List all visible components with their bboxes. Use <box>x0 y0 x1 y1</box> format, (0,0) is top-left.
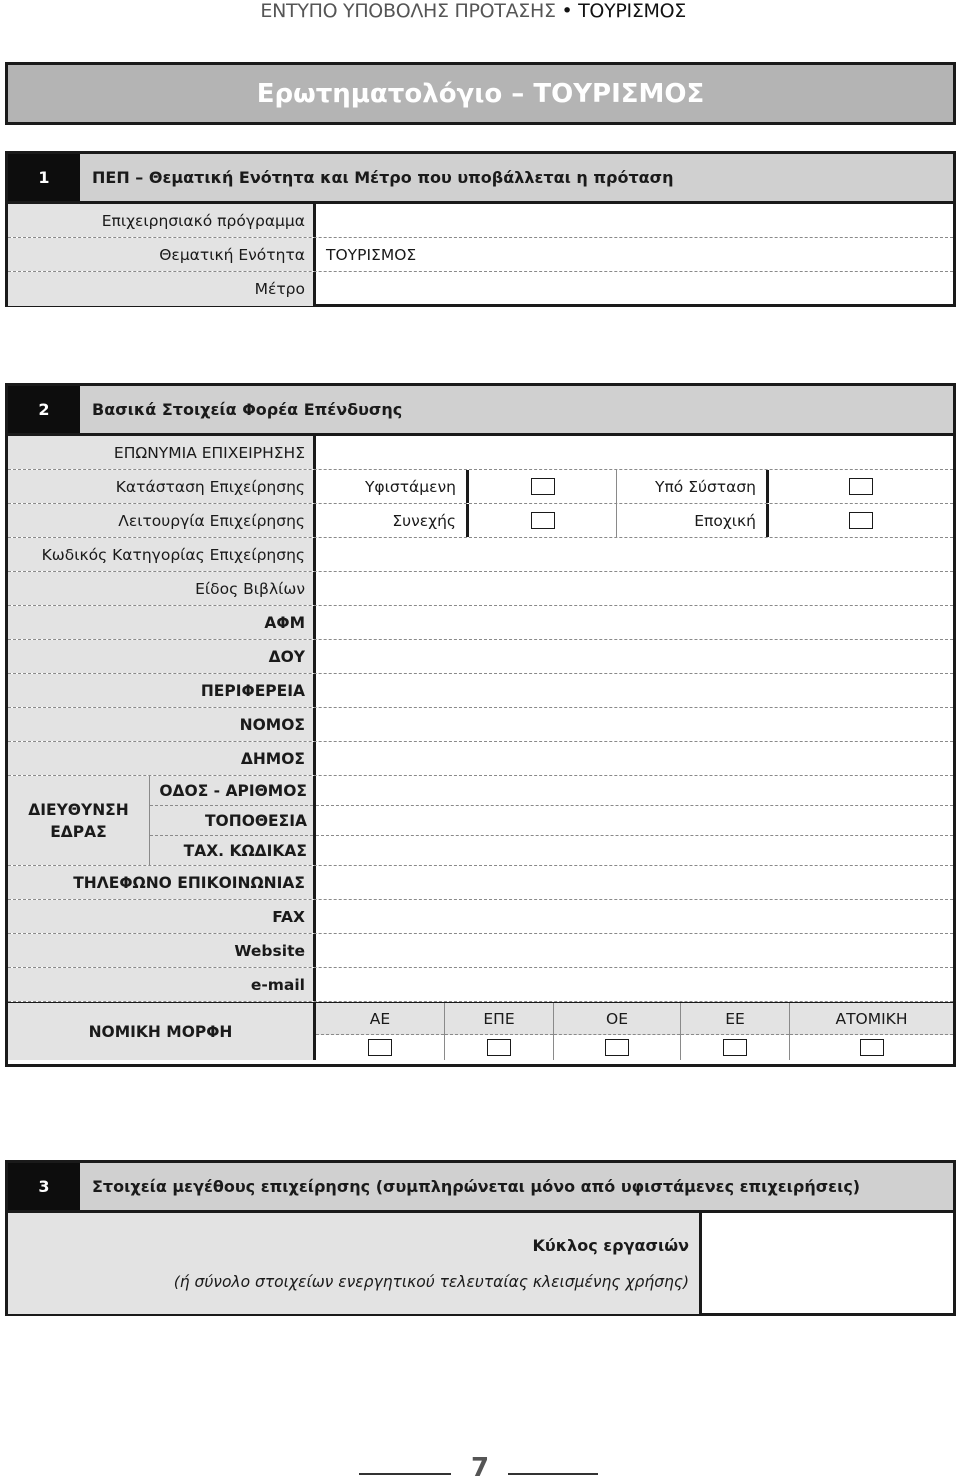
legal-option-ae-checkbox[interactable] <box>368 1039 392 1056</box>
legal-option-epe-checkbox[interactable] <box>487 1039 511 1056</box>
measure-label: Μέτρο <box>8 272 316 306</box>
category-code-label: Κωδικός Κατηγορίας Επιχείρησης <box>8 538 316 571</box>
afm-label: ΑΦΜ <box>8 606 316 639</box>
location-label: ΤΟΠΟΘΕΣΙΑ <box>150 806 313 836</box>
row-business-operation <box>8 504 953 538</box>
address-label-line1: ΔΙΕΥΘΥΝΣΗ <box>28 800 129 819</box>
municipality-label: ΔΗΜΟΣ <box>8 742 316 775</box>
form-title-banner <box>5 62 956 125</box>
existing-checkbox-cell[interactable] <box>466 470 616 503</box>
fax-label: FAX <box>8 900 316 933</box>
legal-option-epe-label: ΕΠΕ <box>445 1003 553 1035</box>
row-measure <box>8 272 953 306</box>
address-fields <box>316 776 953 865</box>
section-2-number: 2 <box>8 386 80 433</box>
row-thematic-unit <box>8 238 953 272</box>
company-name-label: ΕΠΩΝΥΜΙΑ ΕΠΙΧΕΙΡΗΣΗΣ <box>8 436 316 469</box>
operational-program-label: Επιχειρησιακό πρόγραμμα <box>8 204 316 237</box>
thematic-unit-label: Θεματική Ενότητα <box>8 238 316 271</box>
page-number: 7 <box>470 1453 490 1483</box>
continuous-checkbox[interactable] <box>531 512 555 529</box>
row-books-type <box>8 572 953 606</box>
section-3-header <box>8 1163 953 1213</box>
under-formation-checkbox[interactable] <box>849 478 873 495</box>
postal-code-label: ΤΑΧ. ΚΩΔΙΚΑΣ <box>183 841 307 860</box>
continuous-checkbox-cell[interactable] <box>466 504 616 537</box>
thematic-unit-field[interactable]: ΤΟΥΡΙΣΜΟΣ <box>326 245 417 264</box>
header-prefix: ΕΝΤΥΠΟ ΥΠΟΒΟΛΗΣ ΠΡΟΤΑΣΗΣ <box>260 0 556 22</box>
page-footer <box>0 1452 960 1484</box>
measure-field[interactable] <box>316 272 953 306</box>
business-operation-label: Λειτουργία Επιχείρησης <box>8 504 316 537</box>
row-category-code <box>8 538 953 572</box>
footer-rule-right <box>508 1473 598 1475</box>
municipality-field[interactable] <box>316 742 953 775</box>
email-field[interactable] <box>316 968 953 1001</box>
section-2-title: Βασικά Στοιχεία Φορέα Επένδυσης <box>92 400 403 419</box>
row-legal-form <box>8 1002 953 1060</box>
address-label-line2: ΕΔΡΑΣ <box>50 822 107 841</box>
page-header <box>260 0 686 22</box>
section-2-header <box>8 386 953 436</box>
row-prefecture <box>8 708 953 742</box>
street-number-field[interactable] <box>316 776 953 806</box>
row-phone <box>8 866 953 900</box>
footer-rule-left <box>359 1473 451 1475</box>
row-headquarters-address <box>8 776 953 866</box>
address-label-group <box>8 776 316 865</box>
legal-option-epe <box>445 1003 554 1060</box>
turnover-label-cell <box>8 1213 702 1314</box>
row-fax <box>8 900 953 934</box>
turnover-row <box>8 1213 953 1314</box>
form-title: Ερωτηματολόγιο – ΤΟΥΡΙΣΜΟΣ <box>256 78 705 109</box>
under-formation-checkbox-cell[interactable] <box>766 470 953 503</box>
legal-form-label: ΝΟΜΙΚΗ ΜΟΡΦΗ <box>8 1003 316 1060</box>
legal-option-oe-checkbox[interactable] <box>605 1039 629 1056</box>
legal-option-sole-checkbox[interactable] <box>860 1039 884 1056</box>
section-3-title: Στοιχεία μεγέθους επιχείρησης (συμπληρώνεται μόνο από υφιστάμενες επιχειρήσεις) <box>92 1177 861 1196</box>
seasonal-checkbox-cell[interactable] <box>766 504 953 537</box>
section-2 <box>5 383 956 1067</box>
section-1-title: ΠΕΠ – Θεματική Ενότητα και Μέτρο που υποβάλλεται η πρόταση <box>92 168 674 187</box>
legal-form-options <box>316 1003 953 1060</box>
row-email <box>8 968 953 1002</box>
section-1-number: 1 <box>8 154 80 201</box>
legal-option-oe <box>554 1003 681 1060</box>
website-field[interactable] <box>316 934 953 967</box>
operational-program-field[interactable] <box>316 204 953 237</box>
section-1 <box>5 151 956 307</box>
street-number-label: ΟΔΟΣ - ΑΡΙΘΜΟΣ <box>150 776 313 806</box>
legal-option-oe-label: ΟΕ <box>554 1003 680 1035</box>
region-field[interactable] <box>316 674 953 707</box>
headquarters-address-label <box>8 776 150 865</box>
fax-field[interactable] <box>316 900 953 933</box>
legal-option-ee <box>681 1003 790 1060</box>
section-3 <box>5 1160 956 1316</box>
row-business-status <box>8 470 953 504</box>
prefecture-label: ΝΟΜΟΣ <box>8 708 316 741</box>
existing-option-label: Υφιστάμενη <box>364 477 456 496</box>
location-field[interactable] <box>316 806 953 836</box>
region-label: ΠΕΡΙΦΕΡΕΙΑ <box>8 674 316 707</box>
doy-field[interactable] <box>316 640 953 673</box>
phone-field[interactable] <box>316 866 953 899</box>
under-formation-option-label: Υπό Σύσταση <box>616 470 766 503</box>
header-suffix: ΤΟΥΡΙΣΜΟΣ <box>578 0 686 22</box>
legal-option-ae <box>316 1003 445 1060</box>
legal-option-sole-label: ΑΤΟΜΙΚΗ <box>790 1003 953 1035</box>
row-website <box>8 934 953 968</box>
address-sub-labels <box>150 776 313 865</box>
legal-option-ee-label: ΕΕ <box>681 1003 789 1035</box>
business-status-label: Κατάσταση Επιχείρησης <box>8 470 316 503</box>
row-afm <box>8 606 953 640</box>
category-code-field[interactable] <box>316 538 953 571</box>
row-doy <box>8 640 953 674</box>
phone-label: ΤΗΛΕΦΩΝΟ ΕΠΙΚΟΙΝΩΝΙΑΣ <box>8 866 316 899</box>
section-1-header <box>8 154 953 204</box>
continuous-option-label: Συνεχής <box>392 511 456 530</box>
prefecture-field[interactable] <box>316 708 953 741</box>
books-type-label: Είδος Βιβλίων <box>8 572 316 605</box>
row-operational-program <box>8 204 953 238</box>
doy-label: ΔΟΥ <box>8 640 316 673</box>
turnover-label: Κύκλος εργασιών <box>532 1236 689 1255</box>
existing-checkbox[interactable] <box>531 478 555 495</box>
row-region <box>8 674 953 708</box>
legal-option-ae-label: ΑΕ <box>316 1003 444 1035</box>
legal-option-sole <box>790 1003 953 1060</box>
email-label: e-mail <box>8 968 316 1001</box>
company-name-field[interactable] <box>316 436 953 469</box>
row-company-name <box>8 436 953 470</box>
turnover-note: (ή σύνολο στοιχείων ενεργητικού τελευταίας κλεισμένης χρήσης) <box>173 1273 689 1291</box>
afm-field[interactable] <box>316 606 953 639</box>
website-label: Website <box>8 934 316 967</box>
header-bullet: • <box>561 0 573 22</box>
books-type-field[interactable] <box>316 572 953 605</box>
row-municipality <box>8 742 953 776</box>
seasonal-checkbox[interactable] <box>849 512 873 529</box>
legal-option-ee-checkbox[interactable] <box>723 1039 747 1056</box>
seasonal-option-label: Εποχική <box>616 504 766 537</box>
section-3-number: 3 <box>8 1163 80 1210</box>
postal-code-field[interactable] <box>316 836 953 865</box>
turnover-field[interactable] <box>702 1213 953 1314</box>
